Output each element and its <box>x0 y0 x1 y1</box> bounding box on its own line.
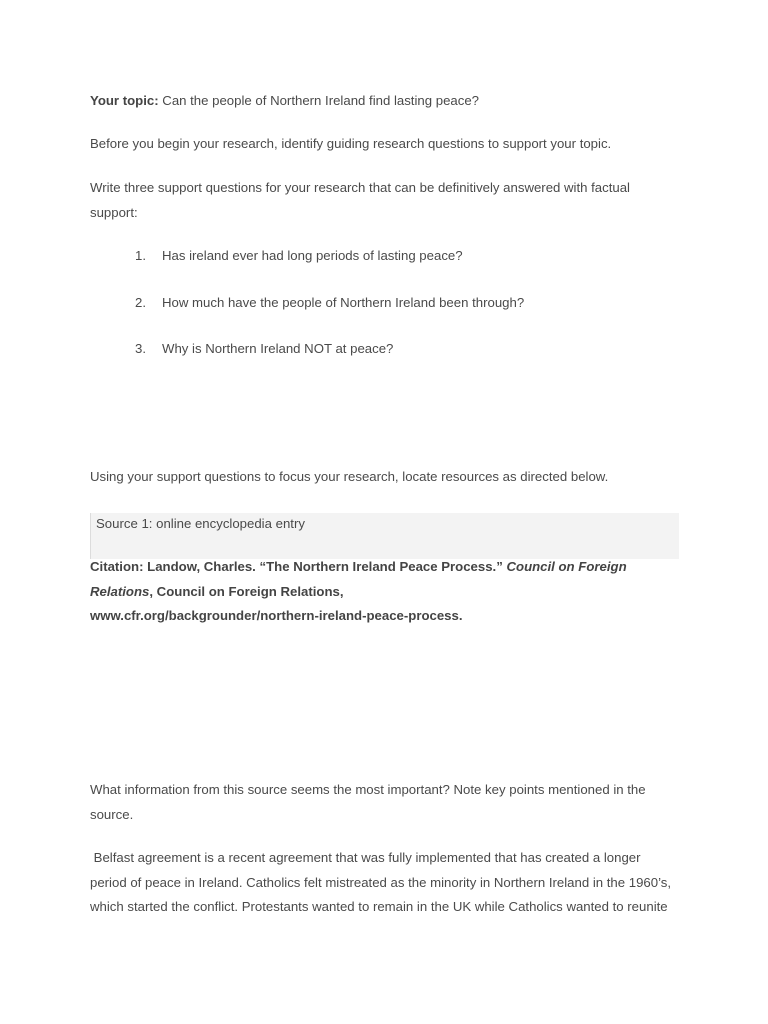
source-box <box>90 513 679 559</box>
intro-text: Before you begin your research, identify guiding research questions to support your topic. <box>90 136 612 151</box>
instruction-line-2: support: <box>90 205 138 220</box>
citation <box>90 555 650 629</box>
notes-line-3: which started the conflict. Protestants wanted to remain in the UK while Catholics wanted to reunite <box>90 899 668 914</box>
topic-label: Your topic: <box>90 93 159 108</box>
prompt-line-1: What information from this source seems the most important? Note key points mentioned in the <box>90 782 646 797</box>
notes-line-1: Belfast agreement is a recent agreement that was fully implemented that has created a longer <box>90 850 641 865</box>
topic-line <box>90 88 479 113</box>
directive-text: Using your support questions to focus your research, locate resources as directed below. <box>90 469 609 484</box>
question-number: 3. <box>135 341 146 356</box>
question-item-3 <box>135 336 393 361</box>
notes-line-2: period of peace in Ireland. Catholics felt mistreated as the minority in Northern Ireland in the 1960’s, <box>90 875 672 890</box>
citation-publication: Council on Foreign Relations <box>90 559 627 599</box>
citation-suffix: , Council on Foreign Relations, <box>149 583 344 599</box>
question-number: 2. <box>135 295 146 310</box>
citation-prefix: Citation: Landow, Charles. “The Northern Ireland Peace Process.” <box>90 559 507 574</box>
question-text: How much have the people of Northern Ireland been through? <box>162 295 525 310</box>
source-label: Source 1: online encyclopedia entry <box>96 516 305 531</box>
question-text: Why is Northern Ireland NOT at peace? <box>162 341 394 356</box>
instruction-line-1: Write three support questions for your research that can be definitively answered with factual <box>90 180 630 195</box>
question-number: 1. <box>135 248 146 263</box>
question-item-2 <box>135 290 524 315</box>
question-text: Has ireland ever had long periods of lasting peace? <box>162 248 463 263</box>
question-item-1 <box>135 243 463 268</box>
citation-url: www.cfr.org/backgrounder/northern-ireland-peace-process. <box>90 608 463 623</box>
prompt-line-2: source. <box>90 807 134 822</box>
topic-text: Can the people of Northern Ireland find lasting peace? <box>158 93 480 108</box>
